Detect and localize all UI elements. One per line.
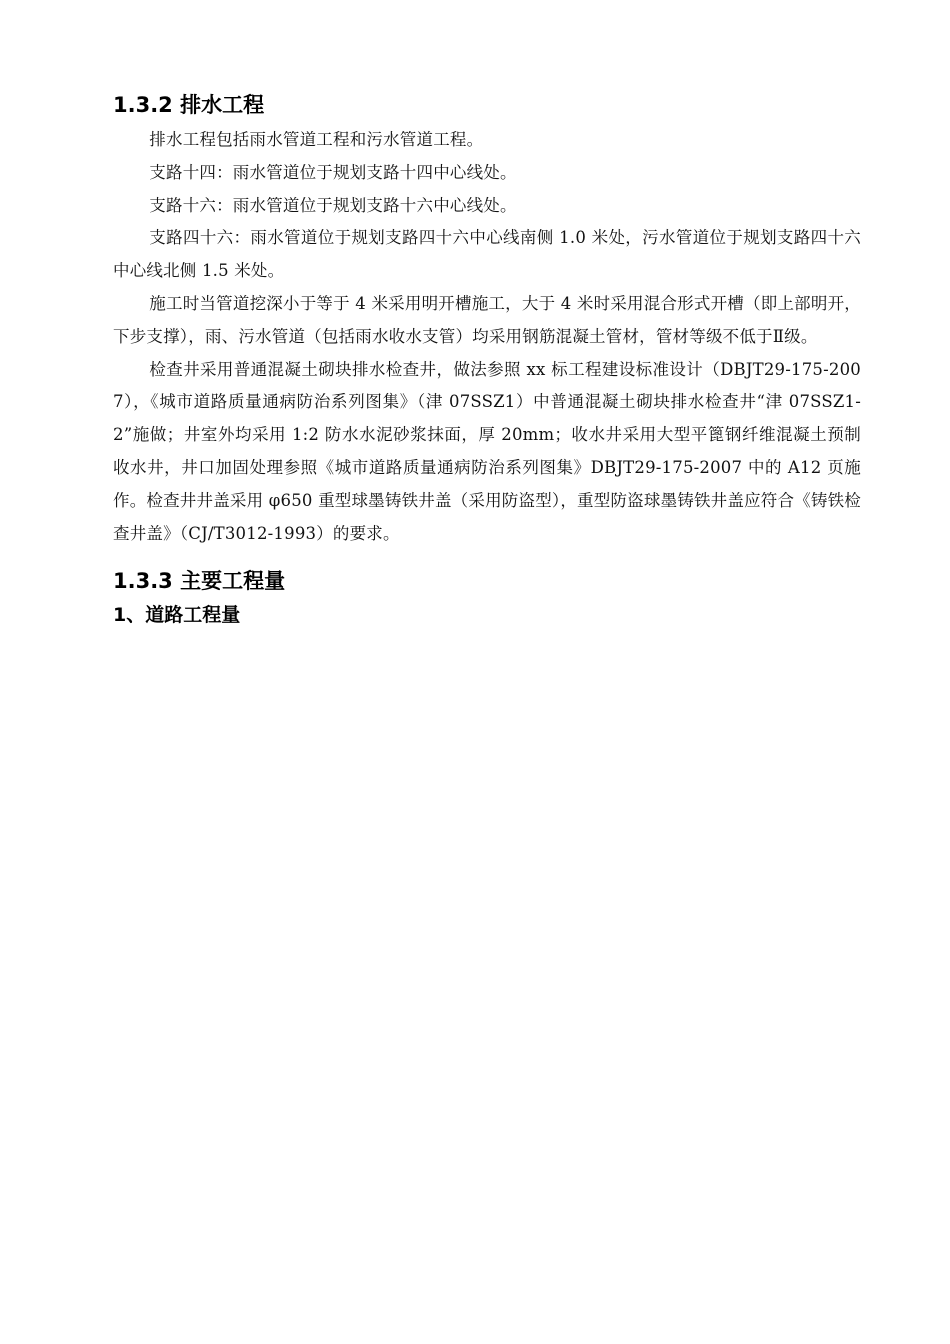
subheading-road-quantities: 1、道路工程量 <box>113 604 241 627</box>
paragraph-branch-road-14: 支路十四：雨水管道位于规划支路十四中心线处。 <box>149 162 517 182</box>
paragraph-branch-road-46: 支路四十六：雨水管道位于规划支路四十六中心线南侧 1.0 米处，污水管道位于规划支路四十六中心线北侧 1.5 米处。 <box>113 228 861 281</box>
paragraph-drainage-scope: 排水工程包括雨水管道工程和污水管道工程。 <box>149 130 484 149</box>
document-body <box>113 90 861 630</box>
paragraph-branch-road-16: 支路十六：雨水管道位于规划支路十六中心线处。 <box>149 195 517 215</box>
paragraph-inspection-wells: 检查井采用普通混凝土砌块排水检查井，做法参照 xx 标工程建设标准设计（DBJT29-175-2007），《城市道路质量通病防治系列图集》（津 07SSZ1）中普通混凝土砌块排水检查井“津 07SSZ1-2”施做；井室外均采用 1:2 防水水泥砂浆抹面，厚 20mm；收水井采用大型平篦钢纤维混凝土预制收水井，井口加固处理参照《城市道路质量通病防治系列图集》DBJT29-175-2007 中的 A12 页施作。检查井井盖采用 φ650 重型球墨铸铁井盖（采用防盗型），重型防盗球墨铸铁井盖应符合《铸铁检查井盖》（CJ/T3012-1993）的要求。 <box>113 359 861 543</box>
section-heading-1-3-2: 1.3.2 排水工程 <box>113 93 265 117</box>
section-heading-1-3-3: 1.3.3 主要工程量 <box>113 569 286 594</box>
paragraph-trench-construction: 施工时当管道挖深小于等于 4 米采用明开槽施工，大于 4 米时采用混合形式开槽（即上部明开，下步支撑），雨、污水管道（包括雨水收水支管）均采用钢筋混凝土管材，管材等级不低于Ⅱ级。 <box>113 293 861 346</box>
